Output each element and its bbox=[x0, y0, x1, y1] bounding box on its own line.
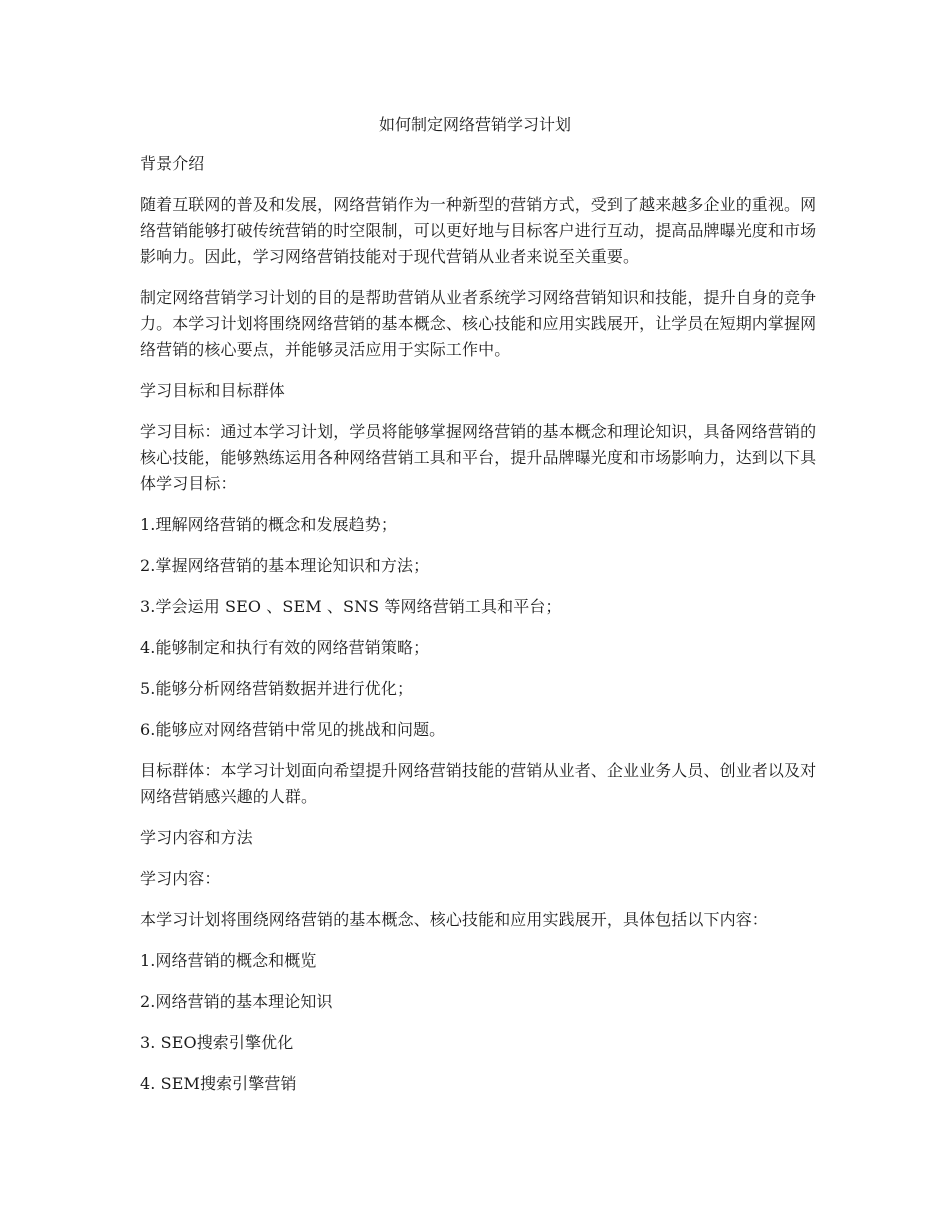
list-item-goal-2: 2.掌握网络营销的基本理论知识和方法； bbox=[140, 556, 430, 575]
document-body bbox=[140, 151, 820, 1112]
paragraph-target-group: 目标群体：本学习计划面向希望提升网络营销技能的营销从业者、企业业务人员、创业者以及对网络营销感兴趣的人群。 bbox=[140, 761, 817, 806]
list-item-content-4: 4. SEM搜索引擎营销 bbox=[140, 1074, 297, 1093]
paragraph-background-2: 制定网络营销学习计划的目的是帮助营销从业者系统学习网络营销知识和技能，提升自身的竞争力。本学习计划将围绕网络营销的基本概念、核心技能和应用实践展开，让学员在短期内掌握网络营销的核心要点，并能够灵活应用于实际工作中。 bbox=[140, 288, 817, 359]
subheading-content: 学习内容： bbox=[140, 869, 221, 888]
section-heading-background: 背景介绍 bbox=[140, 154, 205, 173]
paragraph-goals: 学习目标：通过本学习计划，学员将能够掌握网络营销的基本概念和理论知识，具备网络营销的核心技能，能够熟练运用各种网络营销工具和平台，提升品牌曝光度和市场影响力，达到以下具体学习目标： bbox=[140, 422, 817, 493]
list-item-goal-4: 4.能够制定和执行有效的网络营销策略； bbox=[140, 638, 430, 657]
paragraph-content-intro: 本学习计划将围绕网络营销的基本概念、核心技能和应用实践展开，具体包括以下内容： bbox=[140, 910, 768, 929]
list-item-goal-6: 6.能够应对网络营销中常见的挑战和问题。 bbox=[140, 720, 446, 739]
paragraph-background-1: 随着互联网的普及和发展，网络营销作为一种新型的营销方式，受到了越来越多企业的重视。网络营销能够打破传统营销的时空限制，可以更好地与目标客户进行互动，提高品牌曝光度和市场影响力。因此，学习网络营销技能对于现代营销从业者来说至关重要。 bbox=[140, 195, 817, 266]
list-item-goal-3: 3.学会运用 SEO 、SEM 、SNS 等网络营销工具和平台； bbox=[140, 597, 562, 616]
list-item-content-2: 2.网络营销的基本理论知识 bbox=[140, 992, 333, 1011]
list-item-goal-1: 1.理解网络营销的概念和发展趋势； bbox=[140, 515, 397, 534]
document-title: 如何制定网络营销学习计划 bbox=[378, 115, 571, 134]
list-item-content-3: 3. SEO搜索引擎优化 bbox=[140, 1033, 294, 1052]
list-item-content-1: 1.网络营销的概念和概览 bbox=[140, 951, 317, 970]
list-item-goal-5: 5.能够分析网络营销数据并进行优化； bbox=[140, 679, 414, 698]
section-heading-goals: 学习目标和目标群体 bbox=[140, 381, 285, 400]
section-heading-content: 学习内容和方法 bbox=[140, 828, 253, 847]
